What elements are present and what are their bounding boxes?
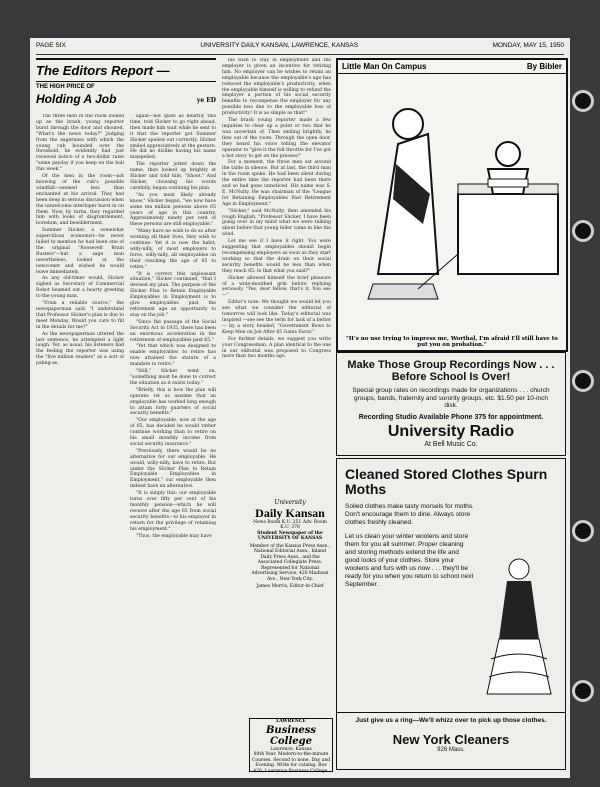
university-radio-ad [336,352,566,456]
masthead-phones: News Room K.U. 251 Adv. Room K.U. 376 [253,519,327,530]
radio-ad-address: At Bell Music Co. [424,440,478,448]
business-ad-city: Lawrence, Kansas [270,746,312,752]
page-date: MONDAY, MAY 15, 1950 [492,42,564,49]
editorial-column-1 [36,114,124,774]
binder-holes [570,40,600,780]
editorial-paragraph: "Previously, there would be no alternative for our employable. He would, willy-nilly, have to retire. But under the Slicker Plan to Retain Employable Employables in Employment," our employable then indeed have an alternative. [130,448,216,490]
cartoon-series: Little Man On Campus [342,62,427,71]
editorial-paragraph: "It is simply this: our employable turns over fifty per cent of his monthly pension—which he will receive after the age 65 from social security benefits—to his employer in return for the privilege of retaining his employment." [130,491,216,532]
cleaners-ad-footer [337,712,565,769]
newspaper-page [30,38,570,778]
editorial-paragraph: again—not quite as heartily this time, told Slicker to go right ahead, then made him wait while he sent to it that the reporter got Summer Slicker spelled out correctly. Slicker smiled appreciatively at the gesture. He did no dislike having his name misspelled. [130,114,216,161]
cartoon-title-bar [338,60,566,74]
editorial-paragraph: "As you must likely already know," Slicker began, "we now have some ten million persons above 65 years of age in this country. Approximately ninety per cent of these persons are still employable." [130,192,216,228]
editorial-byline: ye ED [196,97,216,104]
editorial-paragraph: As any old-timer would, Slicker sighed as Secretary of Commercial Robot beamed out a hearty greeting to the young man. [36,276,124,300]
cleaners-ad-headline: Cleaned Stored Clothes Spurn Moths [345,466,548,497]
editorial-paragraph: Slicker allowed himself the brief pleasure of a wide-mouthed grin before replying seriously, "Yes, dear fellow, that's it. You see—" [222,275,331,299]
editorial-paragraph: "Slicker," said McNulty, then amended his rough English, "Professor Slicker, I have been going over in my mind what we were talking about before that young feller came in like the wind. [222,208,331,238]
cleaners-ad-body-2: Let us clean your winter woolens and store them for you all summer. Proper cleaning and storing methods extend the life and good looks of your clothes. Store your woolens and furs with us now . . . they'll be ready for you when you return to school next September. [345,533,474,588]
page-number: PAGE SIX [36,42,66,49]
editorial-paragraph: Let me see if I have it right. You were suggesting that employables should begin recompensing employers as soon as they start working so that the drain on their social security benefits would be less than when they reach 65. Is that what you said?" [222,239,331,274]
masthead-university: University [274,499,306,506]
new-york-cleaners-ad [336,458,566,770]
editorial-paragraph: "From a reliable source," the newspaperman said, "I understand that Professor Slicker's plan is due to meet Monday. Would you care to fill in the details for me?" [36,301,124,330]
editorial-title: The Editors Report — [36,58,216,82]
masthead-members: Member of the Kansas Press Assn., National Editorial Assn., Inland Daily Press Assn., and the Associated Collegiate Press. Represented for National Advertising Service, 420 Madison Ave., New York City. [249,543,331,582]
masthead-sub: Student Newspaper of the UNIVERSITY OF KANSAS [257,530,323,541]
cartoon-caption: "It's no use trying to impress me, Worthal, I'm afraid I'll still have to put you on probation." [346,336,558,348]
editorial-headline: Holding A Job [36,92,117,106]
editorial-paragraph: The three men in the room looked up as the brash, young reporter burst through the door and shouted, "What's the news today?" Judging from the eagerness with which the young cub bounded over the threshold, he evidently had just received notice of a two-dollar raise "some payday if you keep on the ball this week." [36,114,124,173]
editorial-paragraph: "Our employable, now at the age of 65, has decided he would rather continue working than to retire on his small monthly income from social security insurance." [130,418,216,447]
editorial-paragraph: Summer Slicker, a somewhat supercilious economist—he never failed to mention he had been one of the original "Roosevelt Brain Busters"—but a sage man nevertheless, looked at the newcomer and wished he would leave immediately. [36,228,124,275]
radio-ad-service: Recording Studio Available Phone 375 for appointment. [358,413,544,421]
editorial-paragraph: "Still," Slicker went on, "something must be done to correct the situation as it exists today." [130,369,216,386]
masthead-name: Daily Kansan [255,505,325,520]
paper-name: UNIVERSITY DAILY KANSAN, LAWRENCE, KANSAS [200,42,359,49]
cleaners-ad-body-1: Soiled clothes make tasty morsels for moths. Don't encourage them to dine. Always store clothes freshly cleaned. [345,503,474,526]
editorial-paragraph: "It is correct this unpleasant situation," Slicker continued, "that I devised my plan. The purpose of the Slicker Plan to Retain Employable Employables in Employment is to give employables past the retirement age an opportunity to stay on the job." [130,271,216,318]
editorial-paragraph: "Many have no wish to do so after working all their lives, they wish to continue. Yet it is now the habit, willy-nilly, of most employers to force, willy-nilly, all employables on their reaching the age of 65 to retire." [130,229,216,270]
editorial-paragraph: For further details, we suggest you write your Congressman. A plan identical to the one in our editorial was proposed to Congress more than two months ago. [222,336,331,360]
editorial-paragraph: Editor's note: We thought we would let you see what we consider the editorial of tomorrow will look like. Today's editorial was inspired —see see the term for lack of a better— by a story headed, "Government Bows to Keep Men on Job After 65 Gains Favor." [222,300,331,335]
cleaners-ad-tagline: Just give us a ring—We'll whizz over to pick up those clothes. [355,717,547,724]
dress-illustration [479,549,559,699]
business-ad-text: 80th Year. Modern-to-the-minute Courses. Second to none. Day and Evening. Write for catalog. Box 426, Lawrence Business College. [251,752,331,774]
editorial-paragraph: "Since the passage of the Social Security Act in 1935, there has been an enormous acceleration in the retirement of employables past 65." [130,319,216,343]
editorial-paragraph: his wish to stay in employment and the employer is given an incentive for retiring him. No employer can be wishes to retain an employable because the employable's age has reduced the employable's productivity, when the employable himself is willing to refund the employer a portion of his social security benefits to recompense the employer for any possible loss due to the employable loss of productivity! It is as simple as that!" [222,58,331,117]
editorial-column-2 [130,114,216,774]
masthead [249,500,331,590]
page-header [36,42,564,55]
cartoon-illustration [338,74,562,324]
masthead-editor: James Morris, Editor-in-Chief [256,584,324,589]
radio-ad-name: University Radio [387,422,515,440]
editorial-column-3 [222,58,331,496]
editorial-paragraph: "Thus, the employable may have [136,533,212,539]
editorial-paragraph: As the newspaperman uttered the last sentence, he attempted a light laugh. Yet, as usual, his listeners had the feeling the reporter was using the "five million readers" as a sort of paling-as. [36,331,124,367]
cleaners-ad-address: 926 Mass. [437,747,465,753]
editorial-paragraph: Of the men in the room—not knowing of the cub's possible windfall—seemed less than enchanted at his arrival. They had been deep in serious discussion when the unwelcome interloper burst in on them. Now, by turns, they regarded him with looks of disgruntlement, boredom, and bewilderment. [36,174,124,227]
radio-ad-body: Special group rates on recordings made for organizations . . . church groups, bands, fraternity and sorority groups, etc. $1.50 per 10-inch disk. [352,387,550,409]
radio-ad-headline: Make Those Group Recordings Now . . . Before School Is Over! [347,359,555,383]
editorial-subtitle: THE HIGH PRICE OF [36,84,95,90]
cartoon-author: By Bibler [526,62,562,71]
cartoon-panel [336,58,568,352]
editorial-header [36,58,216,106]
business-college-ad [249,718,333,772]
editorial-paragraph: The reporter jotted down the name, then looked up brightly at Slicker and told him, "Shoot." And Slicker, choosing his words carefully, began outlining his plan. [130,162,216,191]
business-ad-top: LAWRENCE [276,719,306,724]
business-ad-name: Business College [265,724,317,747]
editorial-paragraph: "Yet that which was designed to enable employables to retire has now attained the stature of a mandate to retire." [130,344,216,368]
editorial-paragraph: For a moment, the three men sat around the table in silence. But at last, the third man in the room spoke. He had been silent during the entire time the reporter had been there and so had gone unnoticed. His name was S. E. McNulty. He was chairman of the "League for Retaining Employables Past Retirement Age in Employment." [222,160,331,207]
cleaners-ad-name: New York Cleaners [392,732,510,747]
editorial-paragraph: The brash young reporter made a few inquiries to clear up a point or two that he was uncertain of. Then smiling brightly, he flew out of the room. Through the open door, they heard his voice telling the elevator operator to "give it the full throttle for I've got a hot story to get on the presses!" [222,118,331,159]
editorial-paragraph: "Briefly, this is how the plan will operate: let us assume that an employable has worked long enough to attain forty quarters of social security benefits." [130,387,216,417]
